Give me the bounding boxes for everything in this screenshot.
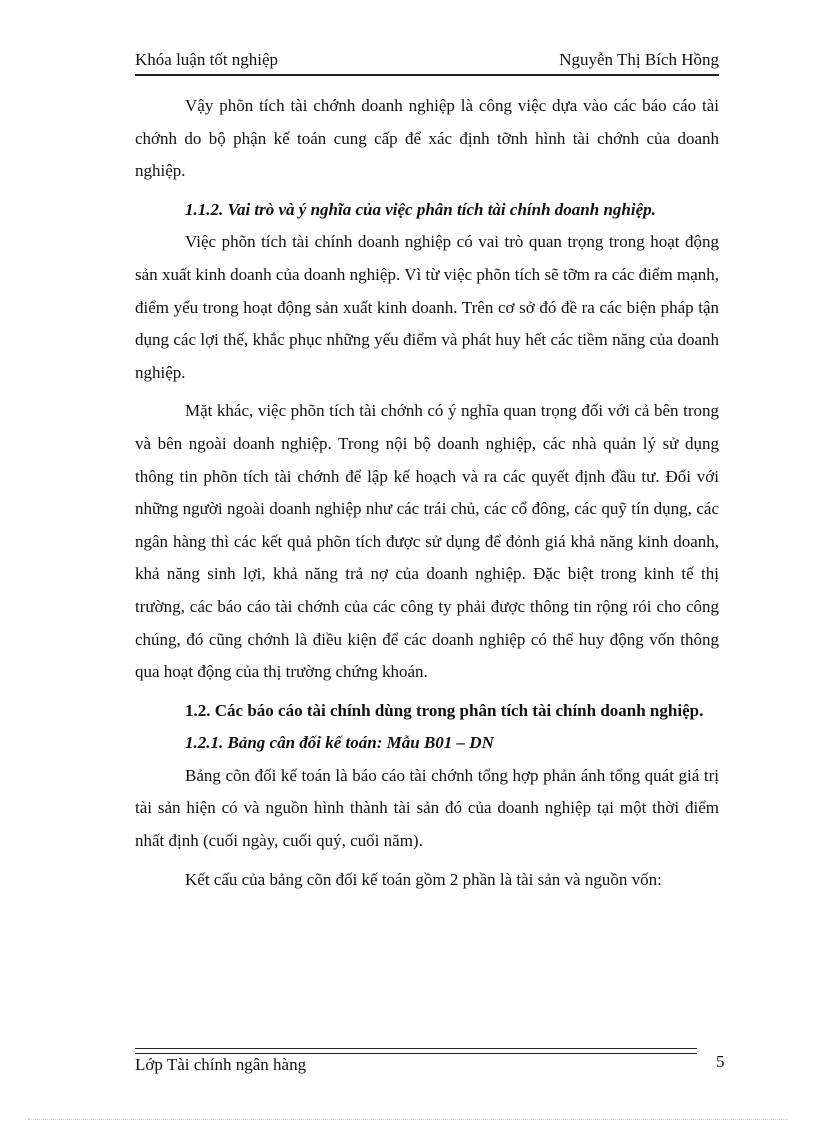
paragraph-analysis-definition: Vậy phõn tích tài chớnh doanh nghiệp là công việc dựa vào các báo cáo tài chớnh do bộ phận kế toán cung cấp để xác định tỡnh hình tài chớnh của doanh nghiệp.: [135, 96, 719, 181]
footer-divider: [135, 1048, 697, 1054]
paragraph-role: Việc phõn tích tài chính doanh nghiệp có vai trò quan trọng trong hoạt động sản xuất kinh doanh của doanh nghiệp. Vì từ việc phõn tích sẽ tỡm ra các điểm mạnh, điểm yếu trong hoạt động sản xuất kinh doanh. Trên cơ sở đó đề ra các biện pháp tận dụng các lợi thế, khắc phục những yếu điểm và phát huy hết các tiềm năng của doanh nghiệp.: [135, 232, 719, 382]
page-body: [135, 90, 719, 896]
header-author-name: Nguyễn Thị Bích Hồng: [559, 50, 719, 69]
section-heading-1-2: 1.2. Các báo cáo tài chính dùng trong phân tích tài chính doanh nghiệp.: [185, 700, 704, 720]
paragraph-structure: Kết cấu của bảng cõn đối kế toán gồm 2 phần là tài sản và nguồn vốn:: [185, 869, 662, 889]
header-thesis-title: Khóa luận tốt nghiệp: [135, 50, 279, 69]
page-number: 5: [716, 1052, 725, 1071]
paragraph-significance: Mặt khác, việc phõn tích tài chớnh có ý nghĩa quan trọng đối với cả bên trong và bên ngoài doanh nghiệp. Trong nội bộ doanh nghiệp, các nhà quản lý sử dụng thông tin phõn tích tài chớnh để lập kế hoạch và ra các quyết định đầu tư. Đối với những người ngoài doanh nghiệp như các trái chủ, các cổ đông, các quỹ tín dụng, các ngân hàng thì các kết quả phõn tích được sử dụng để đỏnh giá khả năng kinh doanh, khả năng sinh lợi, khả năng trả nợ của doanh nghiệp. Đặc biệt trong kinh tế thị trường, các báo cáo tài chớnh của các công ty phải được thông tin rộng rói cho công chúng, đó cũng chớnh là điều kiện để các doanh nghiệp có thể huy động vốn thông qua hoạt động của thị trường chứng khoán.: [135, 401, 719, 682]
page-bottom-edge: [28, 1119, 788, 1120]
section-heading-1-1-2: 1.1.2. Vai trò và ý nghĩa của việc phân tích tài chính doanh nghiệp.: [185, 199, 656, 219]
paragraph-balance-sheet: Bảng cõn đối kế toán là báo cáo tài chớnh tổng hợp phản ánh tổng quát giá trị tài sản hiện có và nguồn hình thành tài sản đó của doanh nghiệp tại một thời điểm nhất định (cuối ngày, cuối quý, cuối năm).: [135, 765, 719, 851]
page-header: [135, 48, 719, 76]
footer-class-name: Lớp Tài chính ngân hàng: [135, 1055, 307, 1074]
section-heading-1-2-1: 1.2.1. Bảng cân đối kế toán: Mẫu B01 – DN: [185, 733, 494, 753]
